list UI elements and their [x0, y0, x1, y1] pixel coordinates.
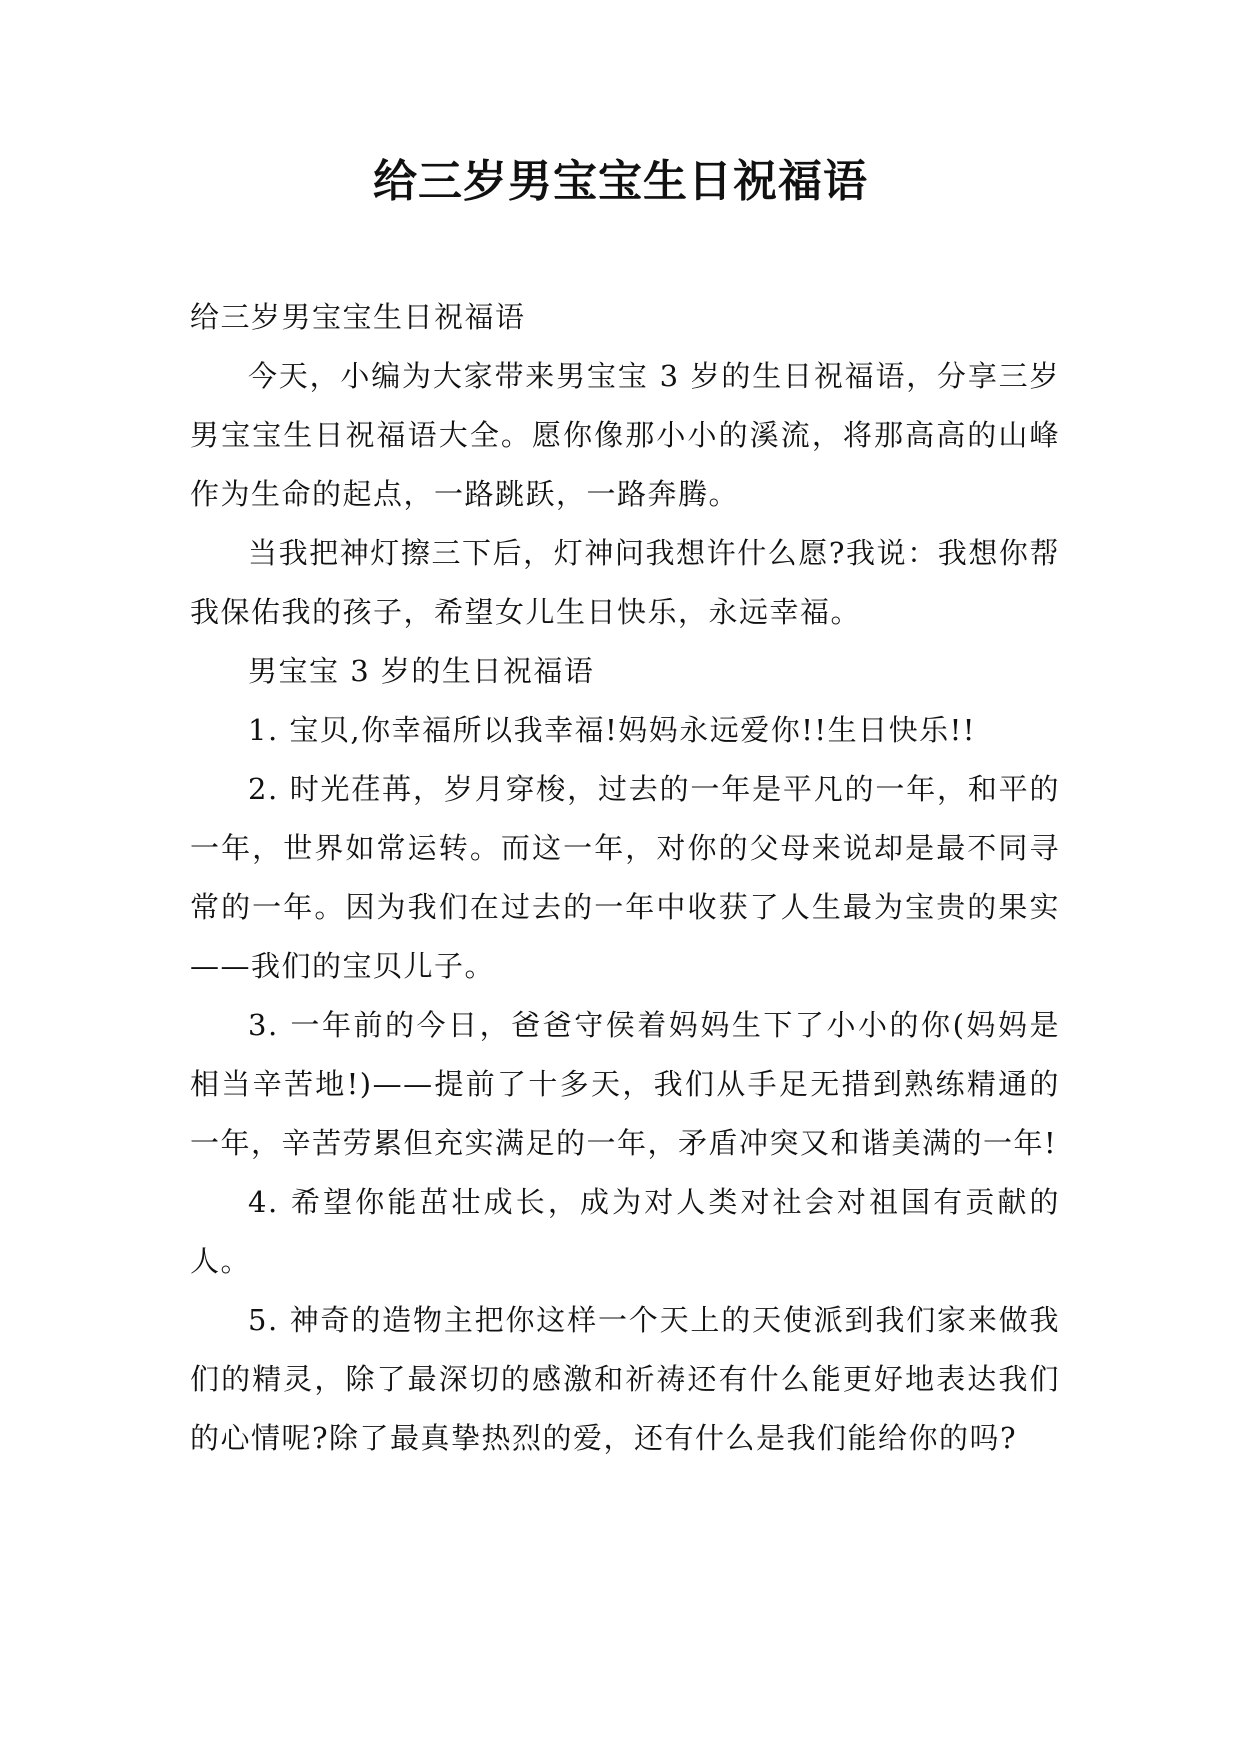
- document-title: 给三岁男宝宝生日祝福语: [373, 156, 868, 207]
- wish-item-1: 1. 宝贝,你幸福所以我幸福!妈妈永远爱你!!生日快乐!!: [248, 713, 976, 747]
- wish-item-2: 2. 时光荏苒，岁月穿梭，过去的一年是平凡的一年，和平的一年，世界如常运转。而这一年，对你的父母来说却是最不同寻常的一年。因为我们在过去的一年中收获了人生最为宝贵的果实——我们的宝贝儿子。: [190, 772, 1060, 983]
- body-heading: 给三岁男宝宝生日祝福语: [190, 300, 526, 334]
- wish-item-4: 4. 希望你能茁壮成长，成为对人类对社会对祖国有贡献的人。: [190, 1185, 1060, 1278]
- intro-paragraph: 今天，小编为大家带来男宝宝 3 岁的生日祝福语，分享三岁男宝宝生日祝福语大全。愿你像那小小的溪流，将那高高的山峰作为生命的起点，一路跳跃，一路奔腾。: [190, 359, 1060, 511]
- document-body: [190, 288, 1060, 1468]
- section-subheading: 男宝宝 3 岁的生日祝福语: [248, 654, 595, 688]
- wish-item-3: 3. 一年前的今日，爸爸守侯着妈妈生下了小小的你(妈妈是相当辛苦地!)——提前了十多天，我们从手足无措到熟练精通的一年，辛苦劳累但充实满足的一年，矛盾冲突又和谐美满的一年!: [190, 1008, 1060, 1160]
- lamp-wish-paragraph: 当我把神灯擦三下后，灯神问我想许什么愿?我说：我想你帮我保佑我的孩子，希望女儿生日快乐，永远幸福。: [190, 536, 1060, 629]
- wish-item-5: 5. 神奇的造物主把你这样一个天上的天使派到我们家来做我们的精灵，除了最深切的感激和祈祷还有什么能更好地表达我们的心情呢?除了最真挚热烈的爱，还有什么是我们能给你的吗?: [190, 1303, 1060, 1455]
